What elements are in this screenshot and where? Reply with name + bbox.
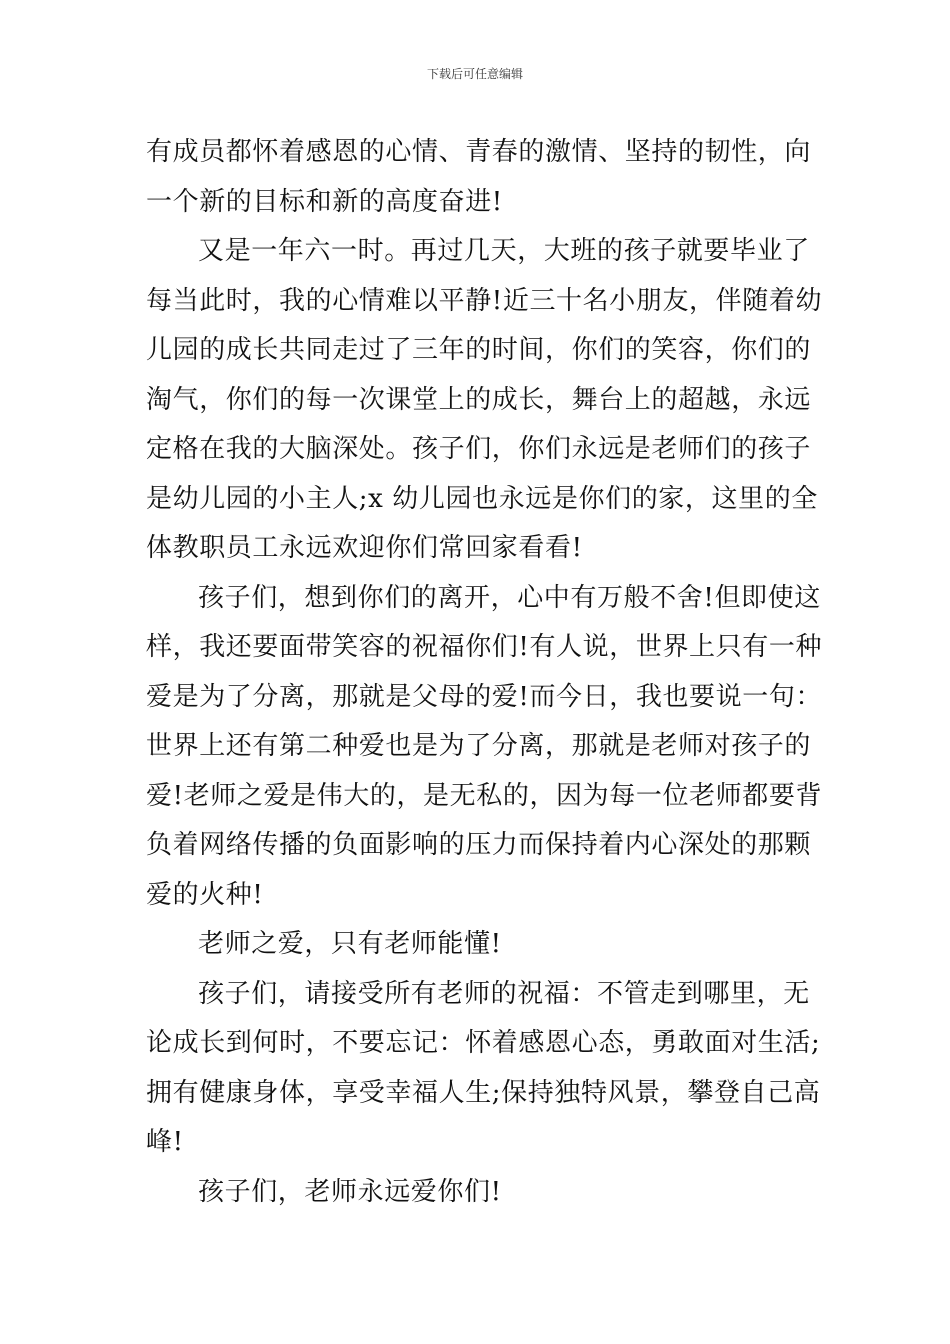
text-line: 峰! <box>146 1127 184 1157</box>
text-line: 拥有健康身体，享受幸福人生;保持独特风景，攀登自己高 <box>146 1077 821 1108</box>
text-line: 又是一年六一时。再过几天，大班的孩子就要毕业了 <box>198 236 810 266</box>
page-header-caption: 下载后可任意编辑 <box>426 67 523 81</box>
text-line: 每当此时，我的心情难以平静!近三十名小朋友，伴随着幼 <box>146 285 823 316</box>
document-body <box>146 128 823 1217</box>
text-line: 老师之爱，只有老师能懂! <box>198 929 502 959</box>
text-line: 样，我还要面带笑容的祝福你们!有人说，世界上只有一种 <box>146 632 823 662</box>
text-line: 孩子们，老师永远爱你们! <box>198 1176 502 1207</box>
text-line: 负着网络传播的负面影响的压力而保持着内心深处的那颗 <box>146 830 812 860</box>
paragraph <box>146 920 811 970</box>
text-line: 儿园的成长共同走过了三年的时间，你们的笑容，你们的 <box>146 335 812 365</box>
text-line: 孩子们，请接受所有老师的祝福：不管走到哪里，无 <box>198 978 810 1009</box>
text-line: 淘气，你们的每一次课堂上的成长，舞台上的超越，永远 <box>146 384 812 415</box>
paragraph <box>146 970 821 1168</box>
text-line: 论成长到何时，不要忘记：怀着感恩心态，勇敢面对生活; <box>146 1028 821 1058</box>
text-line: 定格在我的大脑深处。孩子们，你们永远是老师们的孩子 <box>146 434 812 464</box>
text-line: 孩子们，想到你们的离开，心中有万般不舍!但即使这 <box>198 582 821 613</box>
text-line: 一个新的目标和新的高度奋进! <box>146 186 503 217</box>
paragraph <box>146 227 823 574</box>
paragraph <box>146 128 811 227</box>
text-line: 世界上还有第二种爱也是为了分离，那就是老师对孩子的 <box>146 731 812 761</box>
paragraph <box>146 1168 811 1218</box>
text-line: 爱!老师之爱是伟大的，是无私的，因为每一位老师都要背 <box>146 780 823 811</box>
text-line: 体教职员工永远欢迎你们常回家看看! <box>146 533 583 563</box>
paragraph <box>146 574 823 921</box>
text-line: 爱的火种! <box>146 879 264 910</box>
text-line: 是幼儿园的小主人;x 幼儿园也永远是你们的家，这里的全 <box>146 483 818 514</box>
text-line: 爱是为了分离，那就是父母的爱!而今日，我也要说一句： <box>146 681 823 712</box>
text-line: 有成员都怀着感恩的心情、青春的激情、坚持的韧性，向 <box>146 137 812 167</box>
